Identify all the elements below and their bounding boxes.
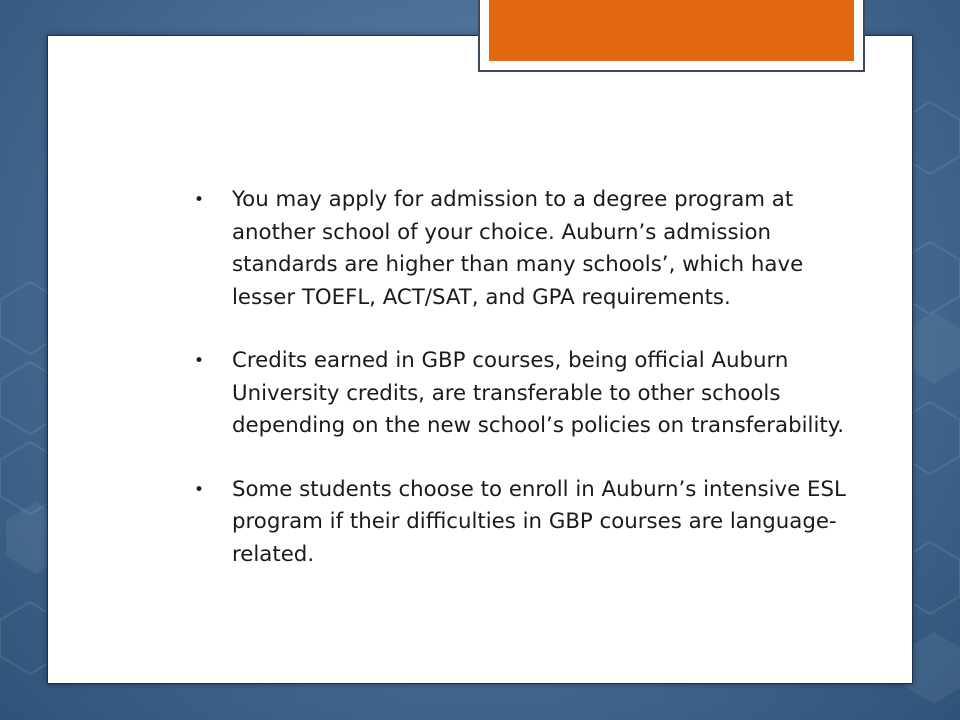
title-tab [478, 0, 865, 72]
content-panel [47, 35, 913, 684]
bullet-list [190, 184, 850, 571]
orange-accent-block [489, 0, 854, 61]
bullet-text: Some students choose to enroll in Auburn’s intensive ESL program if their difficulties in GBP courses are language-related. [232, 476, 846, 567]
bullet-item-2 [190, 345, 850, 443]
bullet-item-1 [190, 184, 850, 314]
bullet-text: Credits earned in GBP courses, being official Auburn University credits, are transferable to other schools depending on the new school’s policies on transferability. [232, 348, 845, 438]
bullet-text: You may apply for admission to a degree program at another school of your choice. Auburn’s admission standards are higher than many schools’, which have lesser TOEFL, ACT/SAT, and GPA requirements. [232, 187, 804, 310]
bullet-point-icon: • [194, 190, 205, 210]
bullet-point-icon: • [194, 479, 205, 500]
bullet-point-icon: • [194, 351, 205, 371]
bullet-item-3 [190, 474, 850, 572]
